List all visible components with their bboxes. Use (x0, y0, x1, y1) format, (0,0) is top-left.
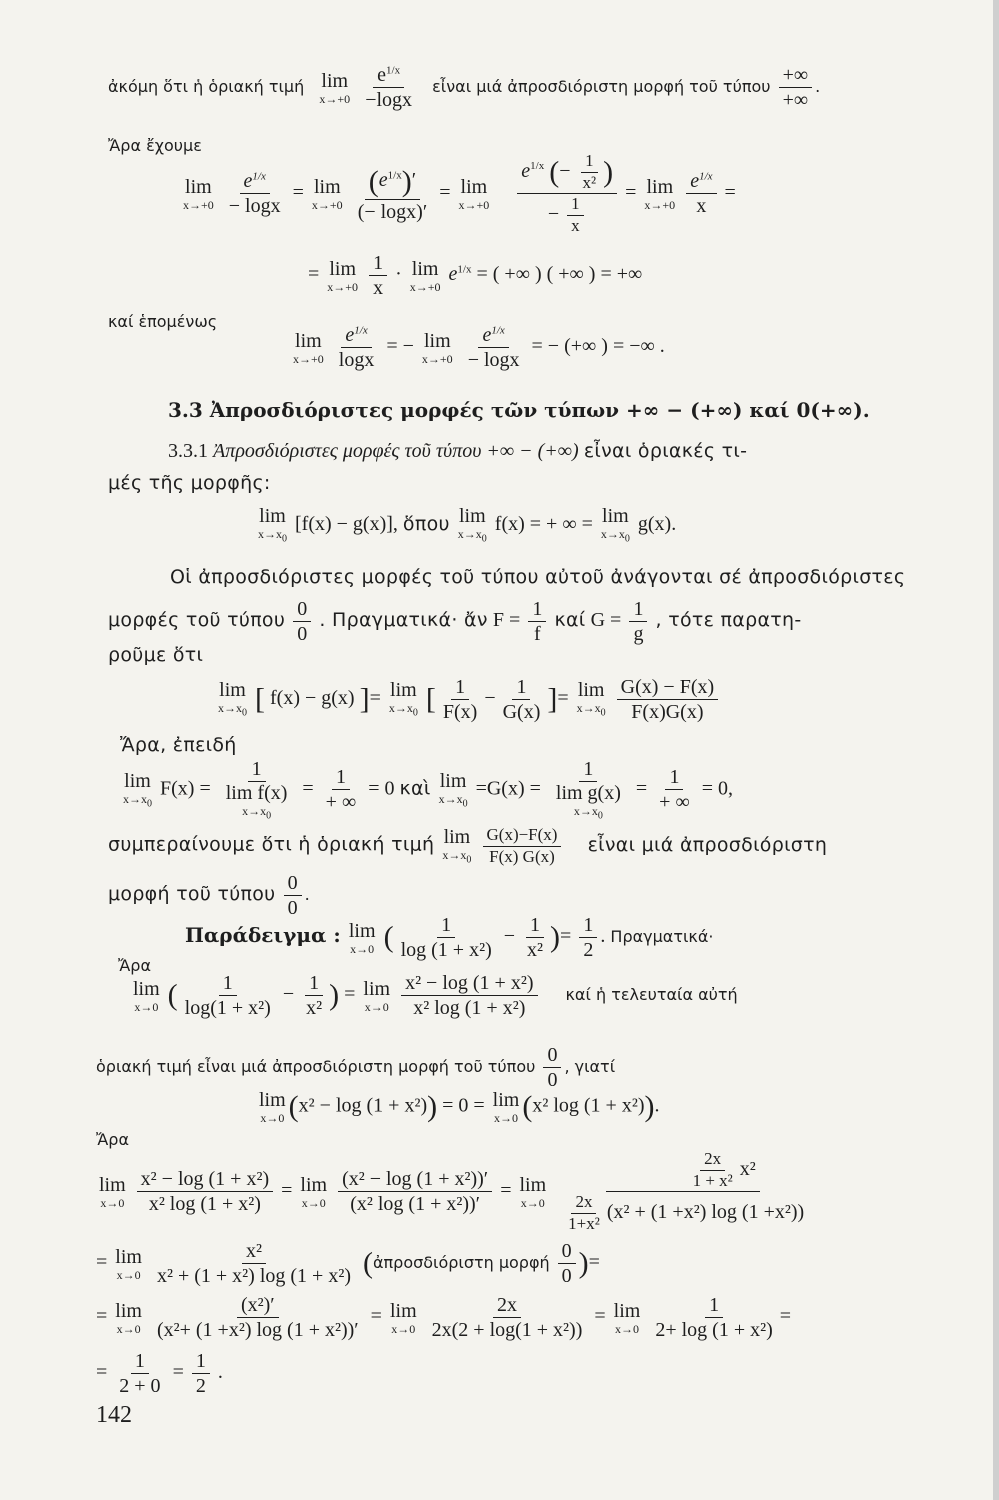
ara-epeidi: Ἄρα, ἐπειδή (120, 734, 237, 756)
subsection-3-3-1 (168, 440, 747, 463)
mes-tis-morfis: μές τῆς μορφῆς: (108, 472, 271, 494)
morfes-text: μορφές τοῦ τύπου (108, 609, 286, 631)
fraction-e1x-over-logx: $\frac{e^{1/x}}{-\log x}$ (365, 64, 413, 111)
intro-tail: εἶναι μιά ἀπροσδιόριστη μορφή τοῦ τύπου (432, 77, 771, 96)
kai2-word: καὶ (399, 777, 431, 800)
opou-word: ὅπου (402, 512, 450, 535)
morfi-line: μορφή τοῦ τύπου $\frac{0}{0}$ . (108, 872, 310, 919)
paragraph-morfes: μορφές τοῦ τύπου $\frac{0}{0}$ . Πραγματικά· ἄν F = $\frac{1}{f}$ καί G = $\frac{1}{g}$ , τότε παρατη- (108, 598, 802, 645)
intro-text: ἀκόμη ὅτι ἡ ὁριακή τιμή (108, 77, 305, 96)
morfi-text: μορφή τοῦ τύπου (108, 883, 276, 905)
aprosd-morfi-text: ἀπροσδιόριστη μορφή (372, 1253, 550, 1273)
pragmatika-an: . Πραγματικά· ἄν (319, 609, 488, 631)
paragraph-oi: Οἱ ἀπροσδιόριστες μορφές τοῦ τύπου αὐτοῦ ἀνάγονται σέ ἀπροσδιόριστες (170, 566, 906, 588)
page-edge (993, 0, 999, 1500)
paradeigma-label: Παράδειγμα : (185, 923, 341, 948)
subsection-number: 3.3.1 (168, 440, 208, 462)
pragmatika-text: Πραγματικά· (610, 927, 714, 947)
section-3-3-heading: 3.3 Ἀπροσδιόριστες μορφές τῶν τύπων +∞ − (+∞) καί 0(+∞). (168, 398, 870, 422)
limit-chain-2: lim x→+0 $\frac{e^{1/x}}{\log x}$ = − lim x→+0 $\frac{e^{1/x}}{- \log x}$ = − (+∞ ) = −∞ . (293, 324, 665, 371)
kai-teleftaia: καί ἡ τελευταία αὐτή (565, 985, 738, 1005)
symperainoume-text: συμπεραίνουμε ὅτι ἡ ὁριακή τιμή (108, 833, 435, 856)
tote-text: , τότε παρατη- (655, 609, 802, 631)
fraction-inf-over-inf: $\frac{+\infty}{+\infty}$ (779, 64, 813, 111)
subsection-rest: εἶναι ὁριακές τι- (583, 440, 748, 462)
limits-F-G: lim $x\to x_0$ F(x) = 1 lim f(x) $x\to x_0$ = $\frac{1}{+ \infty}$ = 0 καὶ lim $x\to x_0$ =G(x) = 1 lim g(x) $x\to x_0$ = $\frac{1}{+ \infty}$ = 0, (123, 758, 733, 822)
oriaki-line: ὁριακή τιμή εἶναι μιά ἀπροσδιόριστη μορφή τοῦ τύπου $\frac{0}{0}$ , γιατί (96, 1044, 616, 1091)
lhopital-step: lim x→0 $\frac{\text{x² − log (1 + x²)}}{\text{x² log (1 + x²)}}$ = lim x→0 $\frac{\text{(x² − log (1 + x²))′}}{\text{(x² log (1 + x²))′}}$ = lim x→0 $\frac{2x}{\text{1 + x²}}$ x² $\frac{2x}{\text{1+x²}}$ (x² + (1 +x²) log (1 +x²)) (99, 1149, 805, 1234)
symperainoume-line: συμπεραίνουμε ὅτι ἡ ὁριακή τιμή lim $x\to x_0$ $\frac{G(x)-F(x)}{F(x) G(x)}$ εἶναι μιά ἀπροσδιόριστη (108, 825, 828, 866)
roume-oti: ροῦμε ὅτι (108, 644, 204, 666)
ara-1: Ἄρα (118, 956, 152, 975)
limit-chain-1: lim x→+0 $\frac{e^{1/x}}{- \log x}$ = lim x→+0 $\frac{(e^{1/x})'}{(- \log x)'}$ = lim x→+0 $e^{1/x}$ (− $\frac{1}{\text{x²}}$ ) − $\frac{1}{x}$ = lim x→+0 $\frac{e^{1/x}}{x}$ = (183, 151, 736, 236)
ara-exoume: Ἄρα ἔχουμε (108, 136, 202, 155)
ara-2: Ἄρα (96, 1130, 130, 1149)
definition-formula: lim $x\to x_0$ [f(x) − g(x)], ὅπου lim $x\to x_0$ f(x) = + ∞ = lim $x\to x_0$ g(x). (258, 505, 677, 545)
kai-epomenos: καί ἑπομένως (108, 312, 218, 331)
step-4: = $\frac{1}{2 + 0}$ = $\frac{1}{2}$ . (96, 1350, 223, 1397)
kai-word: καί (554, 609, 586, 631)
einai-text: εἶναι μιά ἀπροσδιόριστη (587, 833, 828, 856)
limit-expression: lim x→+0 (319, 69, 351, 106)
example-line: Παράδειγμα : lim x→0 ( $\frac{1}{\text{log (1 + x²)}}$ − $\frac{1}{\text{x²}}$ )= $\frac{1}{2}$ . Πραγματικά· (185, 914, 714, 961)
giati-text: , γιατί (564, 1057, 616, 1076)
transform-formula: lim $x\to x_0$ [ f(x) − g(x) ]= lim $x\to x_0$ [ $\frac{1}{F(x)}$ − $\frac{1}{G(x)}$ ]= lim $x\to x_0$ $\frac{G(x) - F(x)}{F(x)G(x)}$ (215, 676, 721, 723)
oriaki-text: ὁριακή τιμή εἶναι μιά ἀπροσδιόριστη μορφή τοῦ τύπου (96, 1057, 536, 1076)
step-2: = lim x→0 $\frac{\text{x²}}{\text{x² + (1 + x²) log (1 + x²)}}$ (ἀπροσδιόριστη μορφή $\frac{0}{0}$ )= (96, 1240, 600, 1287)
limit-chain-1b: = lim x→+0 $\frac{1}{x}$ · lim x→+0 $e^{1/x}$ = ( +∞ ) ( +∞ ) = +∞ (308, 252, 643, 299)
example-step-1: lim x→0 ( $\frac{1}{\text{log(1 + x²)}}$ − $\frac{1}{\text{x²}}$ ) = lim x→0 $\frac{\text{x² − log (1 + x²)}}{\text{x² log (1 + x²)}}$ καί ἡ τελευταία αὐτή (133, 972, 738, 1019)
zero-limits: lim x→0 (x² − log (1 + x²)) = 0 = lim x→0 (x² log (1 + x²)). (259, 1089, 660, 1125)
subsection-title: Ἀπροσδιόριστες μορφές τοῦ τύπου +∞ − (+∞) (213, 440, 579, 462)
intro-line: ἀκόμη ὅτι ἡ ὁριακή τιμή lim x→+0 $\frac{e^{1/x}}{-\log x}$ εἶναι μιά ἀπροσδιόριστη μορφή τοῦ τύπου $\frac{+\infty}{+\infty}$ . (108, 64, 821, 111)
page-number: 142 (96, 1402, 132, 1428)
step-3: = lim x→0 $\frac{\text{(x²)′}}{\text{(x²+ (1 +x²) log (1 + x²))′}}$ = lim x→0 $\frac{2x}{\text{2x(2 + log(1 + x²))}}$ = lim x→0 $\frac{1}{\text{2+ log (1 + x²)}}$ = (96, 1294, 792, 1341)
